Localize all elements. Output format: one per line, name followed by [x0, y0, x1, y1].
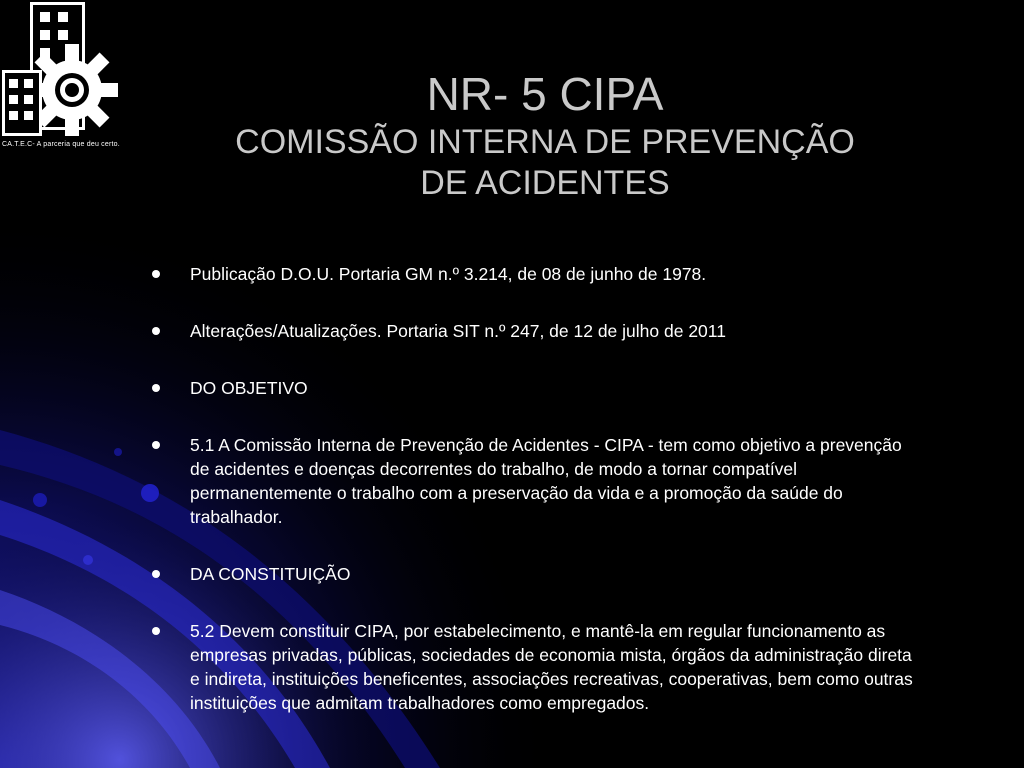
bullet-icon: [152, 327, 160, 335]
list-item: [152, 619, 922, 715]
list-item-text: Publicação D.O.U. Portaria GM n.º 3.214, de 08 de junho de 1978.: [190, 264, 707, 284]
page-subtitle-line-2: DE ACIDENTES: [420, 164, 670, 202]
page-subtitle-line-1: COMISSÃO INTERNA DE PREVENÇÃO: [235, 123, 855, 161]
list-item-text: Alterações/Atualizações. Portaria SIT n.º 247, de 12 de julho de 2011: [190, 321, 726, 341]
page-title: NR- 5 CIPA: [426, 68, 664, 120]
bullet-icon: [152, 384, 160, 392]
bullet-icon: [152, 441, 160, 449]
list-item: [152, 376, 922, 400]
bullet-icon: [152, 270, 160, 278]
bullet-icon: [152, 627, 160, 635]
company-logo: [0, 0, 125, 160]
bullet-icon: [152, 570, 160, 578]
list-item: [152, 433, 922, 529]
list-item: [152, 562, 922, 586]
title-block: [140, 66, 950, 204]
list-item: [152, 262, 922, 286]
logo-caption: CA.T.E.C- A parceria que deu certo.: [2, 141, 120, 148]
building-gear-icon: [0, 0, 125, 140]
bullet-list: [152, 262, 922, 748]
list-item-text: DA CONSTITUIÇÃO: [190, 564, 351, 584]
list-item-text: 5.2 Devem constituir CIPA, por estabelecimento, e mantê-la em regular funcionamento as empresas privadas, públicas, sociedades de economia mista, órgãos da administração direta e indireta, instituições beneficentes, associações recreativas, cooperativas, bem como outras instituições que admitam trabalhadores como empregados.: [190, 621, 913, 713]
list-item-text: 5.1 A Comissão Interna de Prevenção de Acidentes - CIPA - tem como objetivo a prevenção de acidentes e doenças decorrentes do trabalho, de modo a tornar compatível permanentemente o trabalho com a preservação da vida e a promoção da saúde do trabalhador.: [190, 435, 902, 527]
list-item: [152, 319, 922, 343]
list-item-text: DO OBJETIVO: [190, 378, 308, 398]
